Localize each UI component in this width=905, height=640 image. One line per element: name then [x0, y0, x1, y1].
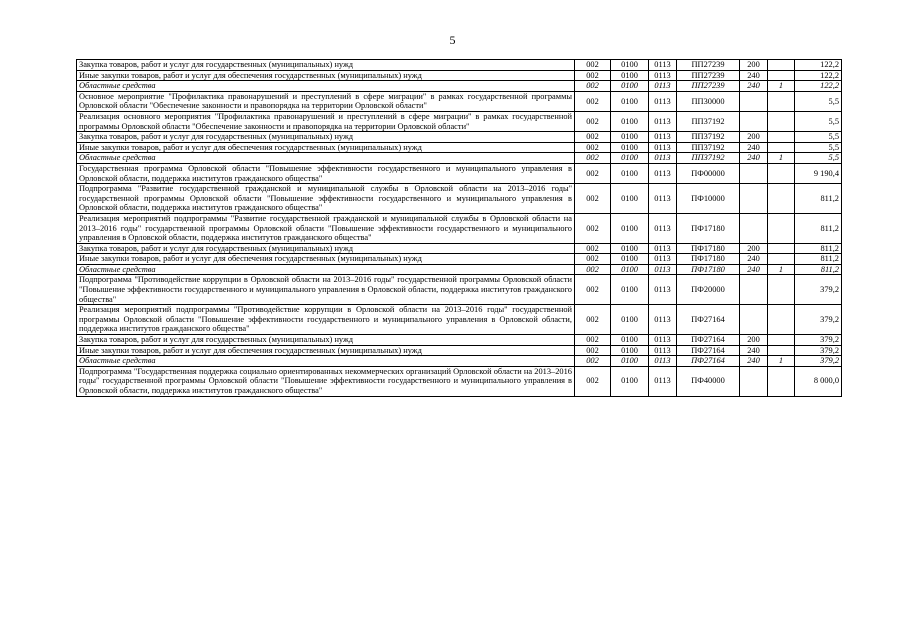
table-row: [77, 81, 842, 92]
target-article-cell: ПП27239: [677, 60, 740, 71]
target-article-cell: ПП37192: [677, 111, 740, 131]
funding-source-cell: [768, 60, 795, 71]
expense-type-cell: 240: [740, 264, 768, 275]
target-article-cell: ПФ00000: [677, 163, 740, 183]
row-name-cell: Реализация основного мероприятия "Профилактика правонарушений и преступлений в сфере миграции" в рамках государственной программы Орловской области "Обеспечение законности и правопорядка на территории Орловской области": [77, 111, 575, 131]
amount-cell: 811,2: [795, 213, 842, 243]
subsection-code-cell: 0113: [649, 264, 677, 275]
ministry-code-cell: 002: [575, 305, 611, 335]
ministry-code-cell: 002: [575, 142, 611, 153]
expense-type-cell: 240: [740, 153, 768, 164]
amount-cell: 9 190,4: [795, 163, 842, 183]
section-code-cell: 0100: [611, 81, 649, 92]
ministry-code-cell: 002: [575, 243, 611, 254]
funding-source-cell: [768, 254, 795, 265]
amount-cell: 379,2: [795, 275, 842, 305]
table-row: [77, 184, 842, 214]
row-name-cell: Закупка товаров, работ и услуг для государственных (муниципальных) нужд: [77, 243, 575, 254]
row-name-cell: Закупка товаров, работ и услуг для государственных (муниципальных) нужд: [77, 60, 575, 71]
funding-source-cell: [768, 335, 795, 346]
amount-cell: 811,2: [795, 264, 842, 275]
funding-source-cell: [768, 305, 795, 335]
row-name-cell: Подпрограмма "Противодействие коррупции в Орловской области на 2013–2016 годы" государственной программы Орловской области "Повышение эффективности государственного и муниципального управления в Орловской области, поддержка институтов гражданского общества": [77, 275, 575, 305]
row-name-cell: Закупка товаров, работ и услуг для государственных (муниципальных) нужд: [77, 132, 575, 143]
expense-type-cell: 240: [740, 70, 768, 81]
expense-type-cell: 200: [740, 243, 768, 254]
funding-source-cell: [768, 243, 795, 254]
table-row: [77, 60, 842, 71]
funding-source-cell: [768, 184, 795, 214]
section-code-cell: 0100: [611, 70, 649, 81]
expense-type-cell: 200: [740, 132, 768, 143]
expense-type-cell: 240: [740, 142, 768, 153]
table-row: [77, 366, 842, 396]
subsection-code-cell: 0113: [649, 70, 677, 81]
expense-type-cell: 240: [740, 254, 768, 265]
subsection-code-cell: 0113: [649, 213, 677, 243]
target-article-cell: ПФ17180: [677, 243, 740, 254]
subsection-code-cell: 0113: [649, 243, 677, 254]
ministry-code-cell: 002: [575, 153, 611, 164]
funding-source-cell: [768, 213, 795, 243]
amount-cell: 379,2: [795, 345, 842, 356]
table-row: [77, 264, 842, 275]
amount-cell: 122,2: [795, 81, 842, 92]
target-article-cell: ПФ17180: [677, 213, 740, 243]
row-name-cell: Иные закупки товаров, работ и услуг для обеспечения государственных (муниципальных) нужд: [77, 254, 575, 265]
section-code-cell: 0100: [611, 142, 649, 153]
row-name-cell: Государственная программа Орловской области "Повышение эффективности государственного и муниципального управления в Орловской области, поддержка институтов гражданского общества": [77, 163, 575, 183]
ministry-code-cell: 002: [575, 275, 611, 305]
funding-source-cell: 1: [768, 264, 795, 275]
amount-cell: 122,2: [795, 70, 842, 81]
row-name-cell: Подпрограмма "Государственная поддержка социально ориентированных некоммерческих организаций Орловской области на 2013–2016 годы" государственной программы Орловской области "Повышение эффективности государственного и муниципального управления в Орловской области, поддержка институтов гражданского общества": [77, 366, 575, 396]
amount-cell: 379,2: [795, 335, 842, 346]
row-name-cell: Областные средства: [77, 356, 575, 367]
subsection-code-cell: 0113: [649, 184, 677, 214]
target-article-cell: ПФ27164: [677, 305, 740, 335]
funding-source-cell: [768, 132, 795, 143]
section-code-cell: 0100: [611, 60, 649, 71]
expense-type-cell: [740, 305, 768, 335]
target-article-cell: ПП27239: [677, 81, 740, 92]
target-article-cell: ПФ27164: [677, 356, 740, 367]
expense-type-cell: [740, 366, 768, 396]
row-name-cell: Областные средства: [77, 81, 575, 92]
funding-source-cell: [768, 345, 795, 356]
table-row: [77, 142, 842, 153]
budget-table: [76, 59, 842, 397]
amount-cell: 5,5: [795, 142, 842, 153]
row-name-cell: Реализация мероприятий подпрограммы "Противодействие коррупции в Орловской области на 2013–2016 годы" государственной программы Орловской области "Повышение эффективности государственного и муниципального управления в Орловской области, поддержка институтов гражданского общества": [77, 305, 575, 335]
target-article-cell: ПФ17180: [677, 254, 740, 265]
table-row: [77, 153, 842, 164]
row-name-cell: Иные закупки товаров, работ и услуг для обеспечения государственных (муниципальных) нужд: [77, 70, 575, 81]
ministry-code-cell: 002: [575, 60, 611, 71]
amount-cell: 811,2: [795, 243, 842, 254]
subsection-code-cell: 0113: [649, 254, 677, 265]
subsection-code-cell: 0113: [649, 163, 677, 183]
section-code-cell: 0100: [611, 91, 649, 111]
section-code-cell: 0100: [611, 163, 649, 183]
subsection-code-cell: 0113: [649, 111, 677, 131]
funding-source-cell: [768, 91, 795, 111]
table-row: [77, 132, 842, 143]
subsection-code-cell: 0113: [649, 153, 677, 164]
section-code-cell: 0100: [611, 264, 649, 275]
section-code-cell: 0100: [611, 345, 649, 356]
table-row: [77, 91, 842, 111]
table-row: [77, 70, 842, 81]
target-article-cell: ПФ27164: [677, 345, 740, 356]
table-row: [77, 111, 842, 131]
row-name-cell: Областные средства: [77, 153, 575, 164]
expense-type-cell: [740, 91, 768, 111]
target-article-cell: ПФ40000: [677, 366, 740, 396]
funding-source-cell: [768, 70, 795, 81]
row-name-cell: Основное мероприятие "Профилактика правонарушений и преступлений в сфере миграции" в рамках государственной программы Орловской области "Обеспечение законности и правопорядка на территории Орловской области": [77, 91, 575, 111]
funding-source-cell: [768, 163, 795, 183]
ministry-code-cell: 002: [575, 254, 611, 265]
target-article-cell: ПФ20000: [677, 275, 740, 305]
table-row: [77, 305, 842, 335]
ministry-code-cell: 002: [575, 184, 611, 214]
table-row: [77, 275, 842, 305]
ministry-code-cell: 002: [575, 264, 611, 275]
section-code-cell: 0100: [611, 366, 649, 396]
target-article-cell: ПП30000: [677, 91, 740, 111]
target-article-cell: ПП37192: [677, 142, 740, 153]
ministry-code-cell: 002: [575, 163, 611, 183]
row-name-cell: Иные закупки товаров, работ и услуг для обеспечения государственных (муниципальных) нужд: [77, 345, 575, 356]
subsection-code-cell: 0113: [649, 132, 677, 143]
subsection-code-cell: 0113: [649, 91, 677, 111]
ministry-code-cell: 002: [575, 213, 611, 243]
expense-type-cell: 200: [740, 335, 768, 346]
expense-type-cell: [740, 275, 768, 305]
table-row: [77, 356, 842, 367]
table-row: [77, 254, 842, 265]
subsection-code-cell: 0113: [649, 335, 677, 346]
target-article-cell: ПФ10000: [677, 184, 740, 214]
funding-source-cell: 1: [768, 356, 795, 367]
row-name-cell: Реализация мероприятий подпрограммы "Развитие государственной гражданской и муниципальной службы в Орловской области на 2013–2016 годы" государственной программы Орловской области "Повышение эффективности государственного и муниципального управления в Орловской области, поддержка институтов гражданского общества": [77, 213, 575, 243]
subsection-code-cell: 0113: [649, 345, 677, 356]
target-article-cell: ПП37192: [677, 132, 740, 143]
subsection-code-cell: 0113: [649, 60, 677, 71]
amount-cell: 379,2: [795, 356, 842, 367]
section-code-cell: 0100: [611, 275, 649, 305]
ministry-code-cell: 002: [575, 345, 611, 356]
expense-type-cell: [740, 163, 768, 183]
expense-type-cell: [740, 213, 768, 243]
funding-source-cell: [768, 111, 795, 131]
amount-cell: 5,5: [795, 132, 842, 143]
section-code-cell: 0100: [611, 335, 649, 346]
section-code-cell: 0100: [611, 254, 649, 265]
subsection-code-cell: 0113: [649, 366, 677, 396]
amount-cell: 811,2: [795, 184, 842, 214]
funding-source-cell: 1: [768, 81, 795, 92]
section-code-cell: 0100: [611, 153, 649, 164]
expense-type-cell: 240: [740, 345, 768, 356]
section-code-cell: 0100: [611, 356, 649, 367]
ministry-code-cell: 002: [575, 366, 611, 396]
target-article-cell: ПФ27164: [677, 335, 740, 346]
section-code-cell: 0100: [611, 305, 649, 335]
expense-type-cell: [740, 111, 768, 131]
expense-type-cell: 200: [740, 60, 768, 71]
table-row: [77, 163, 842, 183]
section-code-cell: 0100: [611, 213, 649, 243]
subsection-code-cell: 0113: [649, 305, 677, 335]
expense-type-cell: 240: [740, 81, 768, 92]
subsection-code-cell: 0113: [649, 275, 677, 305]
target-article-cell: ПФ17180: [677, 264, 740, 275]
ministry-code-cell: 002: [575, 70, 611, 81]
row-name-cell: Подпрограмма "Развитие государственной гражданской и муниципальной службы в Орловской области на 2013–2016 годы" государственной программы Орловской области "Повышение эффективности государственного и муниципального управления в Орловской области, поддержка институтов гражданского общества": [77, 184, 575, 214]
table-row: [77, 335, 842, 346]
row-name-cell: Закупка товаров, работ и услуг для государственных (муниципальных) нужд: [77, 335, 575, 346]
ministry-code-cell: 002: [575, 335, 611, 346]
funding-source-cell: 1: [768, 153, 795, 164]
table-row: [77, 345, 842, 356]
subsection-code-cell: 0113: [649, 81, 677, 92]
amount-cell: 8 000,0: [795, 366, 842, 396]
section-code-cell: 0100: [611, 111, 649, 131]
target-article-cell: ПП27239: [677, 70, 740, 81]
expense-type-cell: [740, 184, 768, 214]
target-article-cell: ПП37192: [677, 153, 740, 164]
section-code-cell: 0100: [611, 243, 649, 254]
ministry-code-cell: 002: [575, 356, 611, 367]
page-number: 5: [449, 33, 456, 47]
ministry-code-cell: 002: [575, 91, 611, 111]
ministry-code-cell: 002: [575, 81, 611, 92]
funding-source-cell: [768, 275, 795, 305]
row-name-cell: Иные закупки товаров, работ и услуг для обеспечения государственных (муниципальных) нужд: [77, 142, 575, 153]
expense-type-cell: 240: [740, 356, 768, 367]
funding-source-cell: [768, 366, 795, 396]
amount-cell: 122,2: [795, 60, 842, 71]
table-row: [77, 243, 842, 254]
ministry-code-cell: 002: [575, 111, 611, 131]
amount-cell: 5,5: [795, 111, 842, 131]
subsection-code-cell: 0113: [649, 142, 677, 153]
funding-source-cell: [768, 142, 795, 153]
amount-cell: 5,5: [795, 91, 842, 111]
amount-cell: 5,5: [795, 153, 842, 164]
section-code-cell: 0100: [611, 132, 649, 143]
amount-cell: 811,2: [795, 254, 842, 265]
row-name-cell: Областные средства: [77, 264, 575, 275]
ministry-code-cell: 002: [575, 132, 611, 143]
table-row: [77, 213, 842, 243]
section-code-cell: 0100: [611, 184, 649, 214]
subsection-code-cell: 0113: [649, 356, 677, 367]
amount-cell: 379,2: [795, 305, 842, 335]
